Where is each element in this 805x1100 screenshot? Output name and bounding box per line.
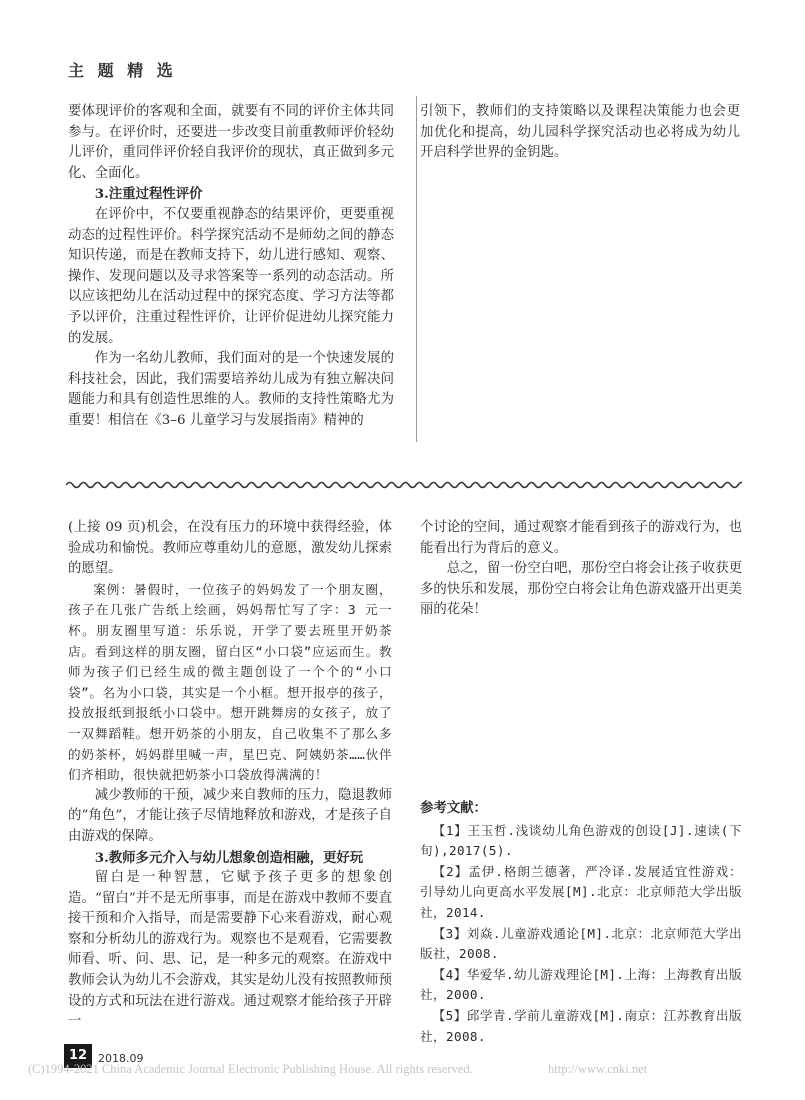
bottom-left-column bbox=[68, 518, 392, 1033]
reference-item: 【1】王玉哲.浅谈幼儿角色游戏的创设[J].速读(下旬),2017(5). bbox=[420, 822, 742, 859]
column-divider bbox=[416, 96, 417, 442]
references bbox=[420, 798, 742, 1047]
top-right-column bbox=[420, 102, 740, 164]
bottom-right-column bbox=[420, 518, 742, 621]
page-number: 12 bbox=[64, 1044, 92, 1068]
case-paragraph: 案例：暑假时，一位孩子的妈妈发了一个朋友圈，孩子在几张广告纸上绘画，妈妈帮忙写了字：3 元一杯。朋友圈里写道：乐乐说，开学了要去班里开奶茶店。看到这样的朋友圈，留白区“小口袋”应运而生。教师为孩子们已经生成的微主题创设了一个个的“小口袋”。名为小口袋，其实是一个小框。想开报亭的孩子，投放报纸到报纸小口袋中。想开跳舞房的女孩子，放了一双舞蹈鞋。想开奶茶的小朋友，自己收集不了那么多的奶茶杯，妈妈群里喊一声，星巴克、阿姨奶茶……伙伴们齐相助，很快就把奶茶小口袋放得满满的！ bbox=[68, 581, 392, 783]
section-header: 主 题 精 选 bbox=[68, 61, 177, 80]
copyright-watermark: (C)1994-2021 China Academic Journal Electronic Publishing House. All rights reserved. bbox=[28, 1062, 473, 1076]
paragraph: 引领下，教师们的支持策略以及课程决策能力也会更加优化和提高，幼儿园科学探究活动也必将成为幼儿开启科学世界的金钥匙。 bbox=[420, 104, 740, 161]
paragraph: 在评价中，不仅要重视静态的结果评价，更要重视动态的过程性评价。科学探究活动不是师幼之间的静态知识传递，而是在教师支持下，幼儿进行感知、观察、操作、发现问题以及寻求答案等一系列的动态活动。所以应该把幼儿在活动过程中的探究态度、学习方法等都予以评价，注重过程性评价，让评价促进幼儿探究能力的发展。 bbox=[68, 206, 394, 346]
paragraph: 要体现评价的客观和全面，就要有不同的评价主体共同参与。在评价时，还要进一步改变目前重教师评价轻幼儿评价，重同伴评价轻自我评价的现状，真正做到多元化、全面化。 bbox=[68, 104, 394, 181]
paragraph: 个讨论的空间，通过观察才能看到孩子的游戏行为，也能看出行为背后的意义。 bbox=[420, 520, 742, 556]
top-left-column bbox=[68, 102, 394, 432]
url-watermark: http://www.cnki.net bbox=[548, 1062, 648, 1076]
issue-date: 2018.09 bbox=[98, 1052, 144, 1065]
paragraph: (上接 09 页)机会，在没有压力的环境中获得经验，体验成功和愉悦。教师应尊重幼儿的意愿，激发幼儿探索的愿望。 bbox=[68, 520, 392, 577]
paragraph: 减少教师的干预，减少来自教师的压力，隐退教师的“角色”，才能让孩子尽情地释放和游戏，才是孩子自由游戏的保障。 bbox=[68, 787, 392, 844]
paragraph: 总之，留一份空白吧，那份空白将会让孩子收获更多的快乐和发展，那份空白将会让角色游戏盛开出更美丽的花朵！ bbox=[420, 561, 742, 618]
reference-item: 【4】华爱华.幼儿游戏理论[M].上海：上海教育出版社，2000. bbox=[420, 966, 742, 1003]
paragraph: 留白是一种智慧，它赋予孩子更多的想象创造。“留白”并不是无所事事，而是在游戏中教师不要直接干预和介入指导，而是需要静下心来看游戏，耐心观察和分析幼儿的游戏行为。观察也不是观看，它需要教师看、听、问、思、记，是一种多元的观察。在游戏中教师会认为幼儿不会游戏，其实是幼儿没有按照教师预设的方式和玩法在进行游戏。通过观察才能给孩子开辟一 bbox=[68, 870, 392, 1030]
wavy-divider bbox=[66, 478, 742, 492]
reference-item: 【5】邱学青.学前儿童游戏[M].南京：江苏教育出版社，2008. bbox=[420, 1007, 742, 1044]
page-footer bbox=[28, 1044, 744, 1094]
reference-item: 【3】刘焱.儿童游戏通论[M].北京：北京师范大学出版社，2008. bbox=[420, 925, 742, 962]
subheading: 3.教师多元介入与幼儿想象创造相融，更好玩 bbox=[94, 849, 364, 866]
paragraph: 作为一名幼儿教师，我们面对的是一个快速发展的科技社会，因此，我们需要培养幼儿成为有独立解决问题能力和具有创造性思维的人。教师的支持性策略尤为重要！相信在《3–6 儿童学习与发展指南》精神的 bbox=[68, 351, 394, 428]
reference-item: 【2】孟伊.格朗兰德著，严冷译.发展适宜性游戏：引导幼儿向更高水平发展[M].北京：北京师范大学出版社，2014. bbox=[420, 863, 742, 920]
references-title: 参考文献： bbox=[420, 800, 487, 816]
subheading: 3.注重过程性评价 bbox=[94, 186, 203, 203]
